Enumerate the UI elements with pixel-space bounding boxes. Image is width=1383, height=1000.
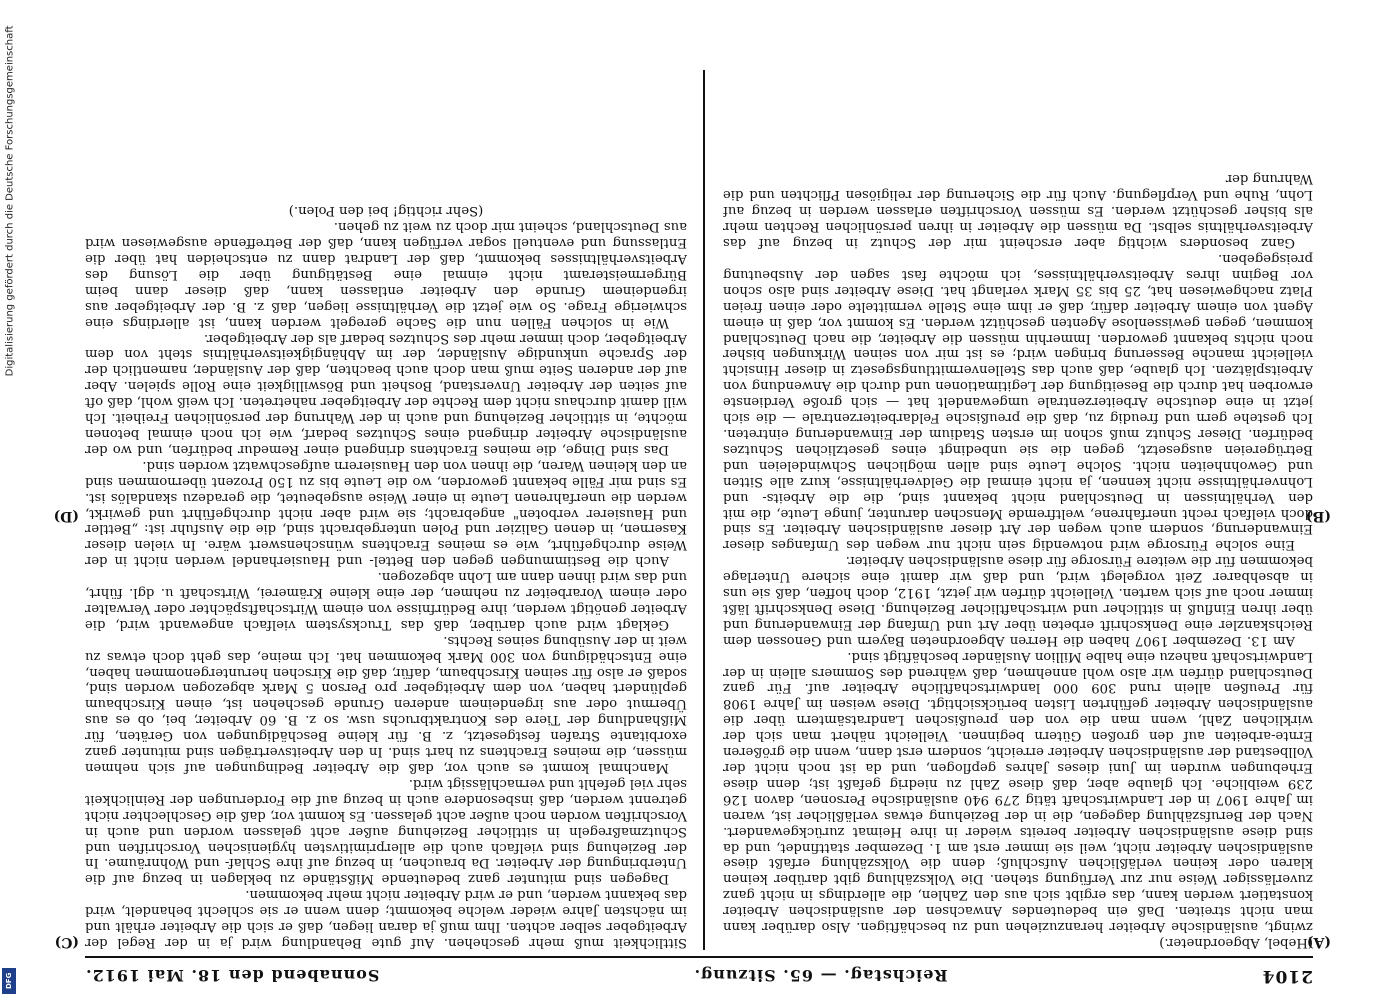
paragraph: Sittlichkeit muß mehr geschehen. Auf gute Behandlung wird ja in der Regel der Arbeitgeber selber achten. Ihm muß ja daran liegen, daß er sich die Arbeiter erhält und im nächsten Jahre wieder welche bekommt; denn wenn er sie schlecht behandelt, wird das bekannt werden, und er wird Arbeiter nicht mehr bekommen.: [85, 887, 687, 950]
page-number: 2104: [1261, 966, 1313, 986]
left-column: [723, 70, 1313, 950]
paragraph: zwingt, ausländische Arbeiter heranzuziehen und zu beschäftigen. Also darüber kann man nicht streiten. Daß ein bedeutendes Anwachsen der ausländischen Arbeiter konstatiert werden kann, das ergibt sich aus den Zahlen, die allerdings in nicht ganz zuverlässiger Weise nur zur Verfügung stehen. Die Volkszählung gibt darüber keinen klaren oder keinen verläßlichen Aufschluß; denn die Volkszählung erfaßt diese ausländischen Arbeiter nicht, weil sie immer erst am 1. Dezember stattfindet, und da sind diese ausländischen Arbeiter bereits wieder in ihre Heimat zurückgewandert. Nach der Berufszählung dagegen, die in der Beziehung etwas verläßlicher ist, waren im Jahre 1907 in der Landwirtschaft tätig 279 940 ausländische Personen, davon 126 239 weibliche. Ich glaube aber, daß diese Zahl zu niedrig gefaßt ist; denn diese Erhebungen wurden im Juni dieses Jahres gepflogen, und da ist noch nicht der Vollbestand der ausländischen Arbeiter erreicht, sondern erst dann, wenn die größeren Ernte-arbeiten auf den großen Gütern beginnen. Vielleicht nähert man sich der wirklichen Zahl, wenn man die von den preußischen Landratsämtern über die ausländischen Arbeiter geführten Listen berücksichtigt. Diese weisen im Jahre 1908 für Preußen allein rund 309 000 landwirtschaftliche Arbeiter auf. Für ganz Deutschland dürfen wir also wohl annehmen, daß während des Sommers allein in der Landwirtschaft nahezu eine halbe Million Ausländer beschäftigt sind.: [723, 648, 1313, 935]
right-column: [85, 70, 687, 950]
paragraph: Manchmal kommt es auch vor, daß die Arbeiter Bedingungen auf sich nehmen müssen, die meines Erachtens zu hart sind. In den Arbeitsverträgen sind mitunter ganz exorbitante Strafen festgesetzt, z. B. für kleine Beschädigungen von Geräten, für Mißhandlung der Tiere des Kontraktbruchs usw. so z. B. 60 Arbeiter, bei, ob es aus Übermut oder aus irgendeinem anderen Grunde geschehen ist, einen Kirschbaum geplündert haben, von dem Arbeitgeber pro Person 5 Mark abgezogen worden sind, sodaß er also für seinen Kirschbaum, dafür, daß die Kirschen heruntergenommen haben, eine Entschädigung von 300 Mark bekommen hat. Ich meine, das geht doch etwas zu weit in der Ausübung seines Rechts.: [85, 632, 687, 776]
paragraph: Auch die Bestimmungen gegen den Bettel- und Hausierhandel werden nicht in der Weise durchgeführt, wie es meines Erachtens wünschenswert wäre. In vielen dieser Kasernen, in denen Galizier und Polen untergebracht sind, die die Ausfuhr ist: „Bettler und Hausierer verboten" angebracht; sie wird aber nicht durchgeführt und gewirkt, werden die unerfahrenen Leute in einer Weise ausgebeutet, die geradezu skandalös ist. Es sind mir Fälle bekannt geworden, wo die Leute bis zu 150 Prozent übernommen sind an den kleinen Waren, die ihnen von den Hausierern aufgeschwatzt worden sind.: [85, 457, 687, 569]
column-divider: [703, 70, 705, 950]
paragraph: Das sind Dinge, die meines Erachtens dringend einer Remedur bedürfen, und wo der ausländische Arbeiter dringend eines Schutzes bedarf, wie ich noch einmal betonen möchte, in sittlicher Beziehung und auch in der Wahrung der persönlichen Freiheit. Ich will damit durchaus nicht dem Rechte der Arbeitgeber nahetreten. Ich weiß wohl, daß oft auf seiten der Arbeiter Unverstand, Bosheit und Böswilligkeit eine Rolle spielen. Aber auf der anderen Seite muß man doch auch beachten, daß der Ausländer, namentlich der der Sprache unkundige Ausländer, der im Abhängigkeitsverhältnis steht von dem Arbeitgeber, doch immer mehr des Schutzes bedarf als der Arbeitgeber.: [85, 330, 687, 457]
page-header: [85, 956, 1313, 994]
paragraph: Wie in solchen Fällen nun die Sache geregelt werden kann, ist allerdings eine schwierige Frage. So wie jetzt die Verhältnisse liegen, daß z. B. der Arbeitgeber aus irgendeinem Grunde den Arbeiter entlassen kann, daß dieser dann beim Bürgermeisteramt nicht einmal eine Bestätigung über die Lösung des Arbeitsverhältnisses bekommt, daß der Landrat dann zu entscheiden hat über die Entlassung und eventuell sogar verfügen kann, daß der Betreffende ausgewiesen wird aus Deutschland, scheint mir doch zu weit zu gehen.: [85, 219, 687, 330]
dfg-logo: DFG: [2, 968, 16, 994]
scanned-page: [53, 62, 1331, 994]
margin-mark-b: (B): [1305, 508, 1331, 524]
paragraph: Dagegen sind mitunter ganz bedeutende Mißstände zu beklagen in bezug auf die Unterbringung der Arbeiter. Da brauchen, in bezug auf ihre Schlaf- und Wohnräume. In der Beziehung sind vielfach auch die allerprimitivsten hygienischen Vorschriften und Schutzmaßregeln in sittlicher Beziehung außer acht gelassen worden und auch in Vorschriften worden noch außer acht gelassen. Es kommt vor, daß die Geschlechter nicht getrennt werden, daß insbesondere auch in bezug auf die Forderungen der Reinlichkeit sehr viel gefehlt und vernachlässigt wird.: [85, 775, 687, 887]
margin-mark-a: (A): [1306, 934, 1331, 950]
paragraph: Eine solche Fürsorge wird notwendig sein nicht nur wegen des Umfanges dieser Einwanderung, sondern auch wegen der Art dieser ausländischen Arbeiter. Es sind doch vielfach recht unerfahrene, weltfremde Menschen darunter, junge Leute, die mit den Verhältnissen in Deutschland nicht bekannt sind, die die Arbeits- und Lohnverhältnisse nicht kennen, ja nicht einmal die Geldverhältnisse, kurz alle Sitten und Gewohnheiten nicht. Solche Leute sind allen möglichen Schwindeleien und Betrügereien ausgesetzt, gegen die sie unbedingt eines gesetzlichen Schutzes bedürfen. Dieser Schutz muß schon im ersten Stadium der Einwanderung eintreten. Ich gestehe gern und freudig zu, daß die preußische Feldarbeiterzentrale — die sich jetzt in eine deutsche Arbeiterzentrale umgewandelt hat — sich große Verdienste erworben hat durch die Beseitigung der Legitimationen und durch die Anwendung von Arbeitsplätzen. Ich glaube, daß auch das Stellenvermittlungsgesetz in dieser Hinsicht vielleicht manche Besserung bringen wird; es ist mir von seinen Wirkungen bisher noch nichts bekannt geworden. Immerhin müssen die Arbeiter, die nach Deutschland kommen, gegen gewissenlose Agenten geschützt werden. Es kommt vor, daß in einem Agent von einem Arbeiter dafür, daß er ihm eine Stelle vermittelte oder einen freien Platz nachgewiesen hat, 25 bis 35 Mark verlangt hat. Diese Arbeiter sind also schon vor Beginn ihres Arbeitsverhältnisses, ich möchte fast sagen der Ausbeutung preisgegeben.: [723, 251, 1313, 553]
speaker-label: (Hebel, Abgeordneter.): [1159, 935, 1313, 950]
header-right-title: Sonnabend den 18. Mai 1912.: [85, 966, 380, 986]
digitization-credit: Digitalisierung gefördert durch die Deutsche Forschungsgemeinschaft: [4, 25, 16, 377]
header-left-title: Reichstag. — 65. Sitzung.: [693, 966, 948, 986]
credit-strip: [0, 0, 18, 1000]
margin-mark-c: (C): [54, 934, 79, 950]
margin-mark-d: (D): [53, 508, 79, 524]
paragraph: Am 13. Dezember 1907 haben die Herren Abgeordneten Bayern und Genossen dem Reichskanzler eine Denkschrift erbeten über Art und Umfang der Einwanderung und über ihren Einfluß in sittlicher und wirtschaftlicher Beziehung. Diese Denkschrift läßt immer noch auf sich warten. Vielleicht dürfen wir jetzt, 1912, doch hoffen, daß sie uns in absehbarer Zeit vorgelegt wird, und daß wir damit eine sichere Unterlage bekommen für die weitere Fürsorge für diese ausländischen Arbeiter.: [723, 553, 1313, 648]
paragraph: Geklagt wird auch darüber, daß das Trucksystem vielfach angewandt wird, die Arbeiter genötigt werden, ihre Bedürfnisse von einem Wirtschaftspächter oder Verwalter oder einem Vorarbeiter zu nehmen, der eine kleine Krämerei, Wirtschaft u. dgl. führt, und das wird ihnen dann am Lohn abgezogen.: [85, 569, 687, 632]
applause-note: (Sehr richtig! bei den Polen.): [288, 203, 484, 219]
paragraph: Ganz besonders wichtig aber erscheint mir der Schutz in bezug auf das Arbeitsverhältnis selbst. Da müssen die Arbeiter in ihren persönlichen Rechten mehr als bisher geschützt werden. Es müssen Vorschriften erlassen werden in bezug auf Lohn, Ruhe und Verpflegung. Auch für die Sicherung der religiösen Pflichten und die Wahrung der: [723, 171, 1313, 251]
